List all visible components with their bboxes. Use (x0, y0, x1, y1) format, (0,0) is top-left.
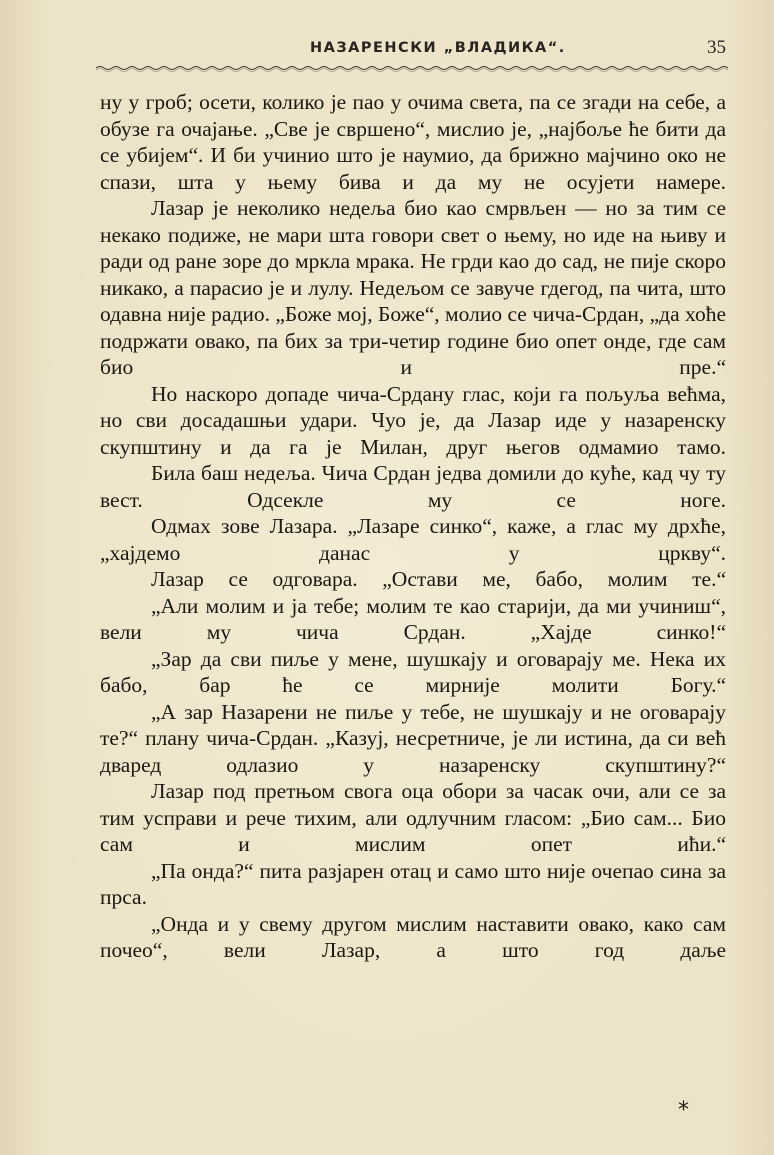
paragraph-3: Но наскоро допаде чича-Срдану глас, који га пољуља већма, но сви досадашњи удари. Чуо је, да Лазар иде у назаренску скупштину и да га је Милан, друг његов одмамио тамо. (100, 381, 726, 459)
paragraph-4: Била баш недеља. Чича Срдан једва домили до куће, кад чу ту вест. Одсекле му се ноге. (100, 461, 726, 512)
paragraph-5: Одмах зове Лазара. „Лазаре синко“, каже, а глас му дрхће, „хајдемо данас у цркву“. (100, 514, 726, 565)
header-wavy-rule (96, 64, 732, 72)
signature-mark: * (678, 1098, 689, 1123)
running-title: НАЗАРЕНСКИ „ВЛАДИКА“. (310, 40, 566, 56)
paragraph-1: ну у гроб; осети, колико је пао у очима света, па се згади на себе, а обузе га очајање. „Све је свршено“, мислио је, „најбоље ће бити да се убијем“. И би учинио што је наумио, да брижно мајчино око не спази, шта у њему бива и да му не осујети намере. (100, 90, 726, 194)
page-header (100, 37, 728, 64)
paragraph-8: „Зар да сви пиље у мене, шушкају и оговарају ме. Нека их бабо, бар ће се мирније молити Богу.“ (100, 646, 726, 697)
paragraph-6: Лазар се одговара. „Остави ме, бабо, молим те.“ (151, 567, 726, 591)
paragraph-2: Лазар је неколико недеља био као смрвљен — но за тим се некако подиже, не мари шта говори свет о њему, но иде на њиву и ради од ране зоре до мркла мрака. Не грди као до сад, не пије скоро никако, а парасио је и лулу. Недељом се завуче гдегод, па чита, што одавна није радио. „Боже мој, Боже“, молио се чича-Срдан, „да хоће подржати овако, па бих за три-четир године био опет онде, где сам био и пре.“ (100, 196, 726, 379)
paragraph-9: „А зар Назарени не пиље у тебе, не шушкају и не оговарају те?“ плану чича-Срдан. „Казуј, несретниче, је ли истина, да си већ дваред одлазио у назаренску скупштину?“ (100, 699, 726, 777)
page-number: 35 (707, 37, 726, 58)
paragraph-11: „Па онда?“ пита разјарен отац и само што није очепао сина за прса. (100, 858, 726, 909)
paragraph-10: Лазар под претњом свога оца обори за часак очи, али се за тим усправи и рече тихим, али одлучним гласом: „Био сам... Био сам и мислим опет ићи.“ (100, 779, 726, 856)
paragraph-7: „Али молим и ја тебе; молим те као старији, да ми учиниш“, вели му чича Срдан. „Хајде синко!“ (100, 593, 726, 644)
paragraph-12: „Онда и у свему другом мислим наставити овако, како сам почео“, вели Лазар, а што год даље (100, 911, 726, 962)
page-body-text (100, 89, 726, 964)
